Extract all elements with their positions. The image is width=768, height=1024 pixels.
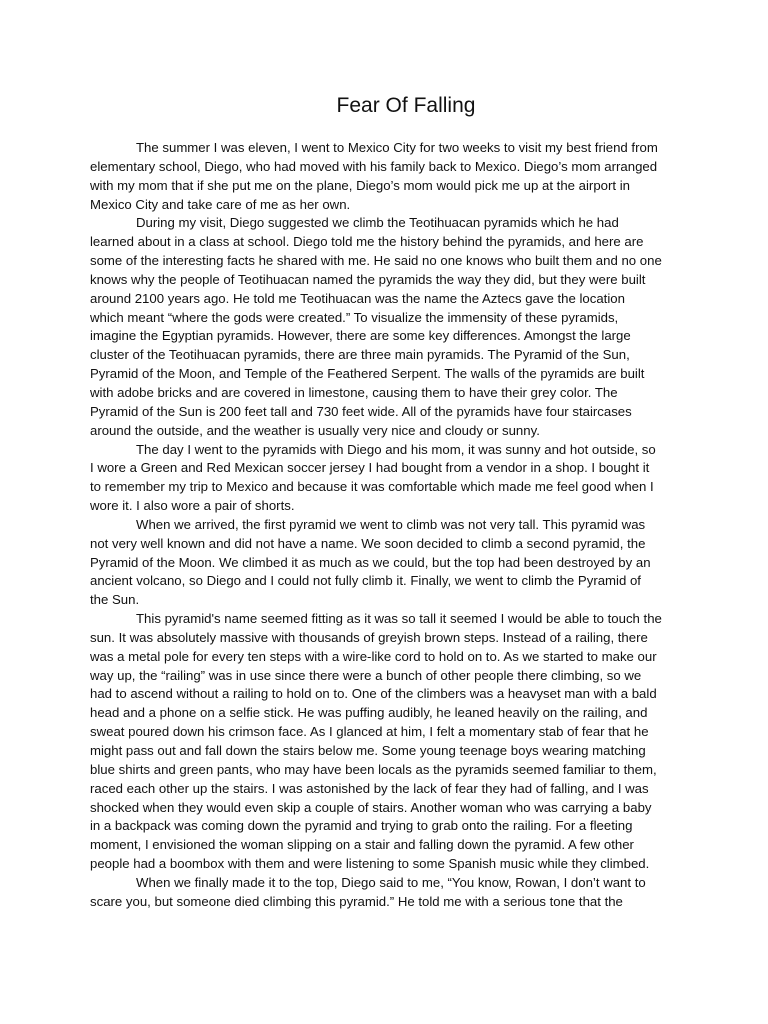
paragraph-4: When we arrived, the first pyramid we went to climb was not very tall. This pyramid was not very well known and did not have a name. We soon decided to climb a second pyramid, the Pyramid of the Moon. We climbed it as much as we could, but the top had been destroyed by an ancient volcano, so Diego and I could not fully climb it. Finally, we went to climb the Pyramid of the Sun. [90, 516, 651, 608]
paragraph-1: The summer I was eleven, I went to Mexico City for two weeks to visit my best friend from elementary school, Diego, who had moved with his family back to Mexico. Diego’s mom arranged with my mom that if she put me on the plane, Diego’s mom would pick me up at the airport in Mexico City and take care of me as her own. [90, 140, 658, 212]
paragraph-5: This pyramid's name seemed fitting as it was so tall it seemed I would be able to touch the sun. It was absolutely massive with thousands of greyish brown steps. Instead of a railing, there was a metal pole for every ten steps with a wire-like cord to hold on to. As we started to make our way up, the “railing” was in use since there were a bunch of other people there climbing, so we had to ascend without a railing to hold on to. One of the climbers was a heavyset man with a bald head and a phone on a selfie stick. He was puffing audibly, he leaned heavily on the railing, and sweat poured down his crimson face. As I glanced at him, I felt a momentary stab of fear that he might pass out and fall down the stairs below me. Some young teenage boys wearing matching blue shirts and green pants, who may have been locals as the pyramids seemed familiar to them, raced each other up the stairs. I was astonished by the lack of fear they had of falling, and I was shocked when they would even skip a couple of stairs. Another woman who was carrying a baby in a backpack was coming down the pyramid and trying to grab onto the railing. For a fleeting moment, I envisioned the woman slipping on a stair and falling down the pyramid. A few other people had a boombox with them and were listening to some Spanish music while they climbed. [90, 611, 662, 872]
paragraph-6: When we finally made it to the top, Diego said to me, “You know, Rowan, I don’t want to scare you, but someone died climbing this pyramid.” He told me with a serious tone that the [90, 874, 646, 909]
document-body [90, 139, 662, 912]
document-title: Fear Of Falling [336, 94, 476, 117]
paragraph-2: During my visit, Diego suggested we climb the Teotihuacan pyramids which he had learned about in a class at school. Diego told me the history behind the pyramids, and here are some of the interesting facts he shared with me. He said no one knows who built them and no one knows why the people of Teotihuacan named the pyramids the way they did, but they were built around 2100 years ago. He told me Teotihuacan was the name the Aztecs gave the location which meant “where the gods were created.” To visualize the immensity of these pyramids, imagine the Egyptian pyramids. However, there are some key differences. Amongst the large cluster of the Teotihuacan pyramids, there are three main pyramids. The Pyramid of the Sun, Pyramid of the Moon, and Temple of the Feathered Serpent. The walls of the pyramids are built with adobe bricks and are covered in limestone, causing them to have their grey color. The Pyramid of the Sun is 200 feet tall and 730 feet wide. All of the pyramids have four staircases around the outside, and the weather is usually very nice and cloudy or sunny. [90, 215, 662, 438]
paragraph-3: The day I went to the pyramids with Diego and his mom, it was sunny and hot outside, so I wore a Green and Red Mexican soccer jersey I had bought from a vendor in a shop. I bought it to remember my trip to Mexico and because it was comfortable which made me feel good when I wore it. I also wore a pair of shorts. [90, 441, 656, 514]
